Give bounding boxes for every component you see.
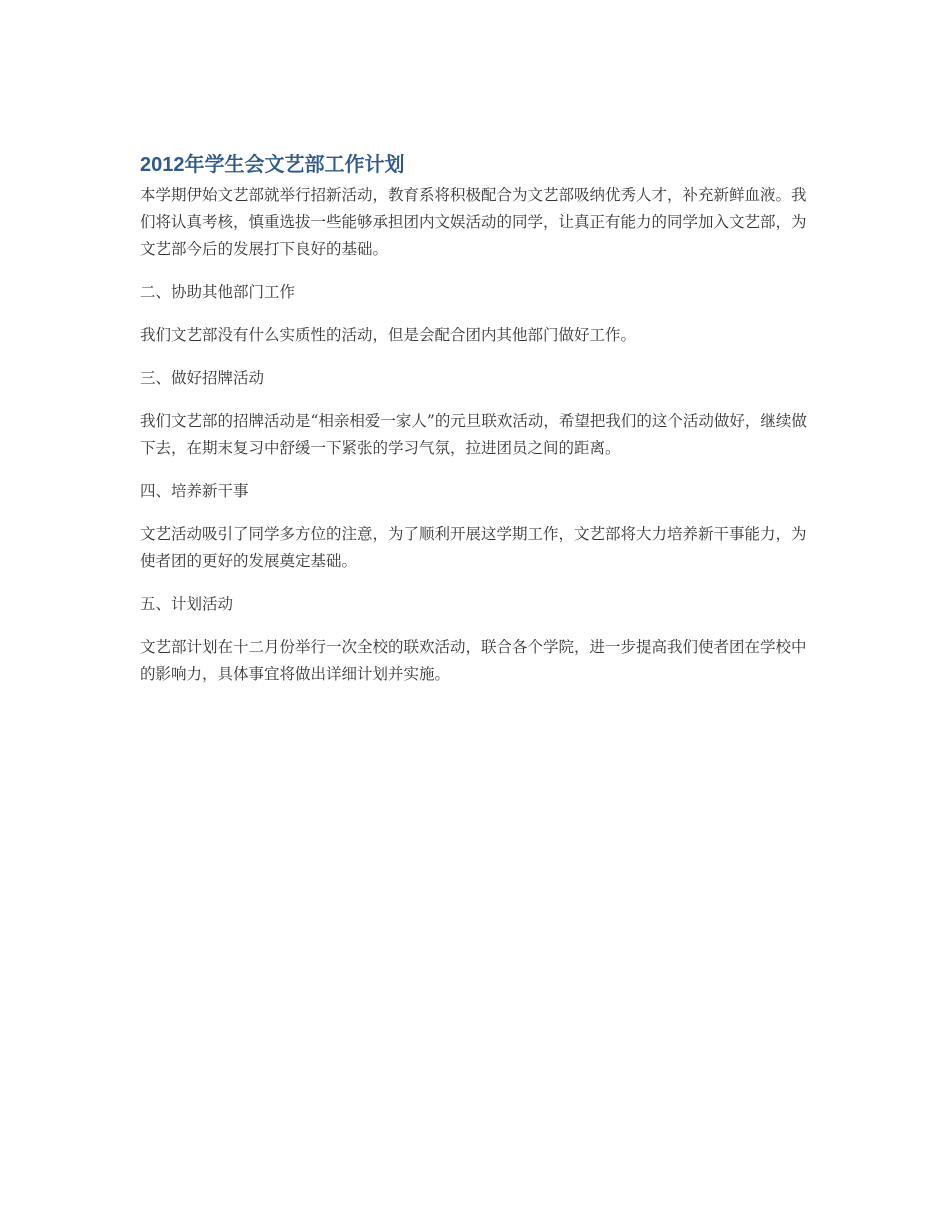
intro-paragraph: 本学期伊始文艺部就举行招新活动，教育系将积极配合为文艺部吸纳优秀人才，补充新鲜血液。我们将认真考核，慎重选拔一些能够承担团内文娱活动的同学，让真正有能力的同学加入文艺部，为文艺部今后的发展打下良好的基础。 [140, 186, 807, 258]
section-5 [140, 591, 810, 688]
section-4 [140, 478, 810, 575]
section-heading: 四、培养新干事 [140, 482, 249, 500]
section-body: 我们文艺部的招牌活动是“相亲相爱一家人”的元旦联欢活动，希望把我们的这个活动做好，继续做下去，在期末复习中舒缓一下紧张的学习气氛，拉进团员之间的距离。 [140, 412, 807, 457]
section-body: 文艺部计划在十二月份举行一次全校的联欢活动，联合各个学院，进一步提高我们使者团在学校中的影响力，具体事宜将做出详细计划并实施。 [140, 638, 807, 683]
section-heading: 二、协助其他部门工作 [140, 283, 296, 301]
document-title: 2012年学生会文艺部工作计划 [140, 154, 405, 176]
section-body: 我们文艺部没有什么实质性的活动，但是会配合团内其他部门做好工作。 [140, 326, 637, 344]
section-body: 文艺活动吸引了同学多方位的注意，为了顺利开展这学期工作，文艺部将大力培养新干事能力，为使者团的更好的发展奠定基础。 [140, 525, 807, 570]
section-2 [140, 279, 810, 349]
section-3 [140, 365, 810, 462]
section-heading: 三、做好招牌活动 [140, 369, 265, 387]
document-body [140, 150, 810, 704]
section-heading: 五、计划活动 [140, 595, 234, 613]
